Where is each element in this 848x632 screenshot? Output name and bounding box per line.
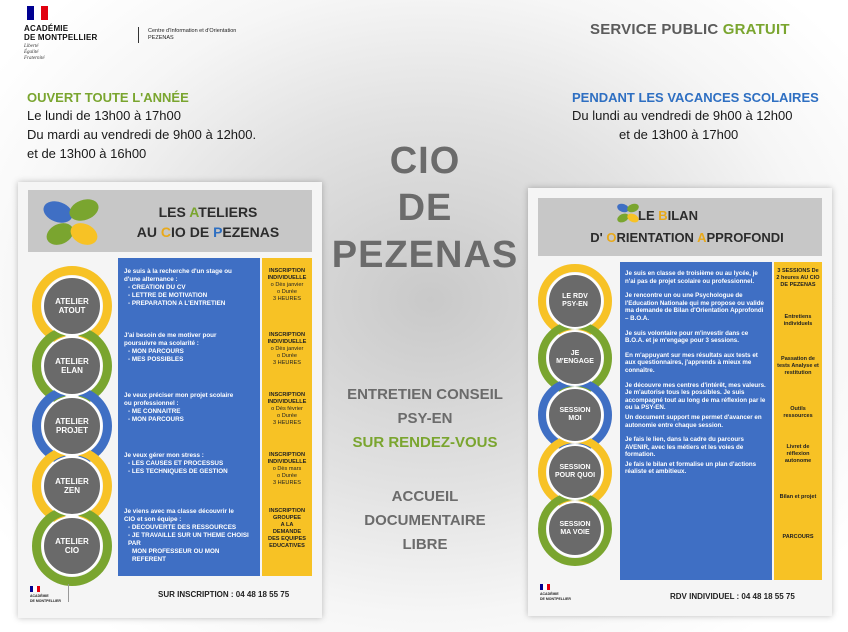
block-item: - MON PARCOURS: [128, 348, 184, 355]
holidays-title: PENDANT LES VACANCES SCOLAIRES: [572, 90, 819, 105]
circle-label: MOI: [568, 415, 582, 422]
circle-label: SESSION: [559, 406, 591, 414]
accueil: ACCUEIL: [391, 488, 459, 505]
bilan-description-box: [620, 262, 772, 580]
poster-bilan-header: [538, 198, 822, 256]
poster-ateliers-footer: SUR INSCRIPTION : 04 48 18 55 75: [158, 590, 290, 599]
gratuit-text: GRATUIT: [722, 21, 790, 38]
inscription-title: A LA: [280, 522, 294, 528]
title-part: D': [590, 230, 607, 245]
title-part: B: [658, 208, 668, 223]
side-item: Livret de réflexion autonome: [784, 444, 812, 464]
block-lead: Je veux préciser mon projet scolaire: [124, 392, 234, 399]
title-part: IO DE: [171, 224, 214, 240]
title-part: ILAN: [667, 208, 698, 223]
inscription-title: DES EQUIPES: [268, 536, 306, 542]
inscription-line: o Durée: [277, 353, 297, 359]
block-item: - LETTRE DE MOTIVATION: [128, 292, 208, 299]
poster-ateliers: [18, 182, 322, 618]
mini-flag-icon: [30, 586, 40, 592]
bilan-paragraph: Un document support me permet d'avancer en autonomie entre chaque session.: [625, 413, 762, 429]
ateliers-inscription-column: [262, 258, 312, 576]
year-round-line: et de 13h00 à 16h00: [27, 146, 147, 161]
inscription-block: [262, 392, 312, 452]
inscription-line: 3 HEURES: [273, 296, 301, 302]
cio-town-label: PEZENAS: [148, 35, 174, 41]
side-item: PARCOURS: [782, 534, 814, 540]
inscription-title: INDIVIDUELLE: [267, 399, 307, 405]
side-item: Entretiens individuels: [783, 314, 813, 327]
block-item: - ME CONNAITRE: [128, 408, 181, 415]
inscription-line: o Dès mars: [272, 466, 302, 472]
inscription-title: DEMANDE: [272, 529, 302, 535]
atelier-cio-circle: [42, 516, 102, 576]
je-m-engage-circle: [547, 330, 603, 386]
bilan-paragraph: Je fais le lien, dans la cadre du parcours AVENIR, avec les métiers et les voies de formation.: [625, 436, 744, 459]
poster-ateliers-title-1: [118, 204, 298, 220]
block-lead: d'une alternance :: [124, 276, 178, 283]
inscription-title: INSCRIPTION: [268, 452, 306, 458]
footer-separator: [68, 584, 69, 602]
service-public-gratuit: [590, 21, 790, 38]
poster-bilan-title-1: [638, 208, 738, 223]
circle-label: M'ENGAGE: [556, 358, 594, 365]
bilan-paragraph: Je suis volontaire pour m'investir dans ce B.O.A. et je m'engage pour 3 sessions.: [625, 329, 749, 345]
inscription-line: o Dès janvier: [270, 282, 304, 288]
center-title-de: DE: [397, 187, 453, 229]
inscription-line: o Durée: [277, 473, 297, 479]
poster-bilan: [528, 188, 832, 616]
circle-label: PSY-EN: [562, 301, 588, 308]
circle-label: ELAN: [61, 366, 83, 375]
motto-liberte: Liberté: [24, 44, 39, 49]
libre: LIBRE: [402, 536, 448, 553]
block-item: - PREPARATION A L'ENTRETIEN: [128, 300, 226, 307]
title-part: TELIERS: [198, 204, 258, 220]
inscription-block: [262, 508, 312, 550]
bilan-paragraph: Je découvre mes centres d'intérêt, mes valeurs. Je m'autorise tous les possibles. Je suis accompagné tout au long de ma réflexion par le ou la PSY-EN.: [625, 381, 766, 412]
title-part: LE: [638, 208, 659, 223]
footer-logo-text: DE MONTPELLIER: [540, 597, 571, 601]
bilan-paragraph: En m'appuyant sur mes résultats aux tests et aux questionnaires, j'apprends à mieux me connaître.: [625, 351, 758, 374]
circle-label: ATELIER: [55, 416, 89, 426]
motto-egalite: Égalité: [24, 50, 39, 55]
circle-label: CIO: [64, 546, 80, 555]
side-item: Outils ressources: [783, 406, 813, 419]
block-lead: CIO et son équipe :: [124, 516, 182, 523]
rdv-psy-en-circle: [547, 273, 603, 329]
block-item: - LES TECHNIQUES DE GESTION: [128, 468, 228, 475]
inscription-title: INSCRIPTION: [268, 332, 306, 338]
inscription-block: [262, 452, 312, 508]
circle-label: LE RDV: [562, 292, 588, 300]
inscription-line: 3 HEURES: [273, 420, 301, 426]
block-lead: Je viens avec ma classe découvrir le: [124, 508, 234, 515]
title-part: EZENAS: [222, 224, 280, 240]
year-round-title: OUVERT TOUTE L'ANNÉE: [27, 90, 189, 105]
footer-logo-text: ACADÉMIE: [30, 594, 49, 598]
year-round-line: Le lundi de 13h00 à 17h00: [27, 108, 181, 123]
poster-bilan-title-2: [552, 230, 822, 245]
block-item: - MES POSSIBLES: [128, 356, 184, 363]
sur-rendez-vous: SUR RENDEZ-VOUS: [352, 434, 498, 451]
block-item: - MON PARCOURS: [128, 416, 184, 423]
cio-logo-icon: [40, 196, 104, 248]
inscription-line: o Dès février: [271, 406, 303, 412]
motto-fraternite: Fraternité: [24, 56, 45, 61]
block-item: - DECOUVERTE DES RESSOURCES: [128, 524, 237, 531]
bilan-paragraph: Je rencontre un ou une Psychologue de l'Education Nationale qui me propose ou valide ma demande de Bilan d'Orientation Approfondi – B.O.A.: [625, 292, 764, 322]
atelier-block: [124, 268, 254, 332]
block-item: - JE TRAVAILLE SUR UN THEME CHOISI PAR: [128, 532, 249, 547]
ateliers-description-box: [118, 258, 260, 576]
block-lead: J'ai besoin de me motiver pour: [124, 332, 217, 339]
session-moi-circle: [547, 387, 603, 443]
inscription-title: INSCRIPTION: [268, 268, 306, 274]
session-ma-voie-circle: [547, 501, 603, 557]
circle-label: MA VOIE: [560, 529, 590, 536]
circle-label: ATELIER: [55, 536, 89, 546]
block-item: MON PROFESSEUR OU MON REFERENT: [132, 548, 220, 563]
title-part: C: [160, 224, 172, 240]
title-part: AU: [136, 224, 161, 240]
inscription-title: INSCRIPTION: [268, 508, 306, 514]
holidays-line: Du lundi au vendredi de 9h00 à 12h00: [572, 108, 793, 123]
block-item: - LES CAUSES ET PROCESSUS: [128, 460, 224, 467]
inscription-title: INSCRIPTION: [268, 392, 306, 398]
inscription-line: o Durée: [277, 413, 297, 419]
inscription-title: EDUCATIVES: [269, 543, 305, 549]
header-separator: [138, 27, 139, 43]
inscription-line: o Durée: [277, 289, 297, 295]
inscription-title: INDIVIDUELLE: [267, 459, 307, 465]
block-lead: poursuivre ma scolarité :: [124, 340, 199, 347]
title-part: P: [213, 224, 223, 240]
side-item: 3 SESSIONS De 2 heures AU CIO DE PEZENAS: [776, 268, 820, 288]
bilan-paragraph: Je fais le bilan et formalise un plan d'actions réaliste et ambitieux.: [625, 460, 757, 476]
session-pour-quoi-circle: [547, 444, 603, 500]
inscription-title: GROUPEE: [273, 515, 301, 521]
circle-label: ZEN: [64, 486, 80, 495]
cio-logo-icon: [616, 202, 640, 224]
atelier-elan-circle: [42, 336, 102, 396]
circle-label: JE: [570, 349, 580, 357]
circle-label: ATOUT: [58, 306, 86, 315]
side-item: Bilan et projet: [779, 494, 817, 500]
bilan-paragraph: Je suis en classe de troisième ou au lycée, je n'ai pas de projet scolaire ou professionnel.: [625, 270, 758, 285]
documentaire: DOCUMENTAIRE: [364, 512, 486, 529]
title-part: PPROFONDI: [706, 230, 784, 245]
title-part: A: [189, 204, 199, 220]
block-item: - CREATION DU CV: [128, 284, 186, 291]
cio-label: Centre d'Information et d'Orientation: [148, 28, 237, 34]
atelier-zen-circle: [42, 456, 102, 516]
year-round-line: Du mardi au vendredi de 9h00 à 12h00.: [27, 127, 257, 142]
center-title-cio: CIO: [389, 140, 461, 182]
academie-label: ACADÉMIE: [24, 24, 69, 33]
marianne-flag-icon: [27, 6, 48, 20]
atelier-projet-circle: [42, 396, 102, 456]
mini-flag-icon: [540, 584, 550, 590]
title-part: A: [697, 230, 707, 245]
title-part: O: [606, 230, 617, 245]
circle-label: ATELIER: [55, 356, 89, 366]
atelier-block: [124, 452, 254, 508]
atelier-block: [124, 508, 254, 564]
holidays-line: et de 13h00 à 17h00: [619, 127, 739, 142]
bilan-side-column: [774, 262, 822, 580]
block-lead: Je suis à la recherche d'un stage ou: [124, 268, 232, 275]
circle-label: SESSION: [559, 520, 591, 528]
academie-montpellier-label: DE MONTPELLIER: [24, 33, 98, 42]
circle-label: POUR QUOI: [554, 472, 596, 479]
inscription-block: [262, 268, 312, 332]
circle-label: ATELIER: [55, 476, 89, 486]
poster-ateliers-title-2: [118, 224, 298, 240]
block-lead: ou professionnel :: [124, 400, 179, 407]
circle-label: ATELIER: [55, 296, 89, 306]
inscription-line: o Dès janvier: [270, 346, 304, 352]
title-part: RIENTATION: [616, 230, 698, 245]
footer-logo-text: ACADÉMIE: [540, 592, 559, 596]
atelier-block: [124, 392, 254, 452]
center-title-pezenas: PEZENAS: [331, 234, 519, 276]
atelier-atout-circle: [42, 276, 102, 336]
inscription-line: 3 HEURES: [273, 360, 301, 366]
service-public-text: SERVICE PUBLIC: [590, 21, 723, 38]
inscription-title: INDIVIDUELLE: [267, 275, 307, 281]
title-part: LES: [158, 204, 190, 220]
circle-label: PROJET: [55, 426, 88, 435]
block-lead: Je veux gérer mon stress :: [124, 452, 204, 459]
footer-logo-text: DE MONTPELLIER: [30, 599, 61, 603]
inscription-title: INDIVIDUELLE: [267, 339, 307, 345]
inscription-line: 3 HEURES: [273, 480, 301, 486]
atelier-block: [124, 332, 254, 392]
poster-bilan-footer: RDV INDIVIDUEL : 04 48 18 55 75: [670, 592, 795, 601]
circle-label: SESSION: [559, 463, 591, 471]
inscription-block: [262, 332, 312, 392]
side-item: Passation de tests Analyse et restitution: [777, 356, 819, 376]
psy-en: PSY-EN: [397, 410, 453, 427]
entretien-conseil: ENTRETIEN CONSEIL: [347, 386, 503, 403]
